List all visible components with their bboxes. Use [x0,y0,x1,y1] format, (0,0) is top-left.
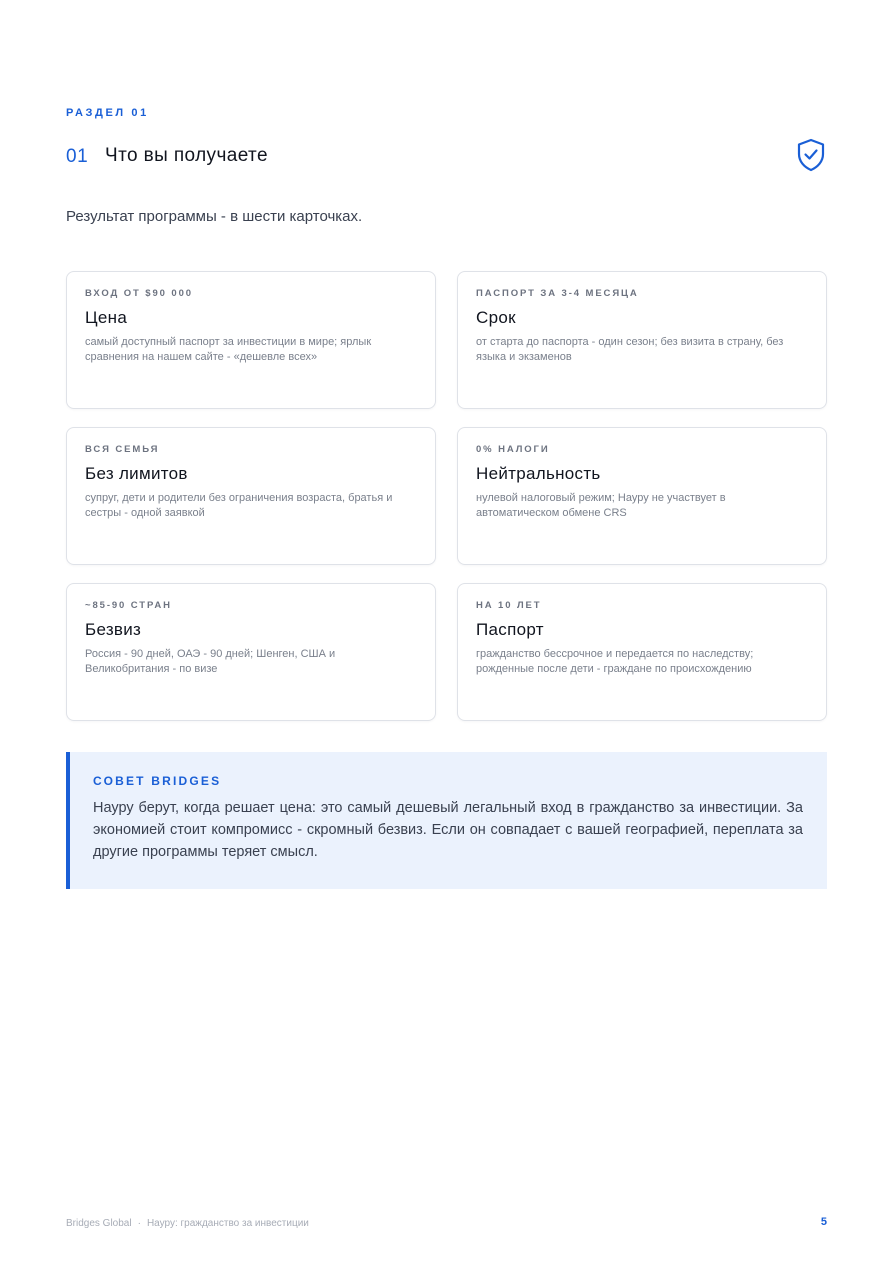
page-number: 5 [820,1216,827,1228]
section-title: Что вы получаете [105,145,268,166]
card-tag: ВХОД ОТ $90 000 [85,288,193,299]
card-tag: ~85-90 СТРАН [85,600,172,611]
card-title: Срок [476,308,516,327]
card-text: Россия - 90 дней, ОАЭ - 90 дней; Шенген, США и Великобритания - по визе [85,648,336,675]
benefit-card-price [66,271,436,409]
card-title: Безвиз [85,620,142,639]
card-text: самый доступный паспорт за инвестиции в мире; ярлык сравнения на нашем сайте - «дешевле всех» [85,336,372,363]
card-title: Цена [85,308,128,327]
card-title: Паспорт [476,620,544,639]
advice-text: Науру берут, когда решает цена: это самый дешевый легальный вход в гражданство за инвестиции. За экономией стоит компромисс - скромный безвиз. Если он совпадает с вашей географией, переплата за другие программы теряет смысл. [93,800,803,860]
benefit-card-passport [457,583,827,721]
section-eyebrow: РАЗДЕЛ 01 [66,107,149,119]
card-tag: ПАСПОРТ ЗА 3-4 МЕСЯЦА [476,288,639,299]
benefit-card-visa-free [66,583,436,721]
benefit-card-family [66,427,436,565]
footer-doc-title: Науру: гражданство за инвестиции [146,1218,309,1229]
section-lead: Результат программы - в шести карточках. [66,208,363,225]
card-title: Нейтральность [476,464,601,483]
footer-brand: Bridges Global [66,1218,132,1229]
section-number: 01 [66,146,89,167]
card-title: Без лимитов [85,464,188,483]
section-header [66,143,827,175]
advice-title: СОВЕТ BRIDGES [93,774,222,788]
advice-callout [66,752,827,889]
card-text: нулевой налоговый режим; Науру не участвует в автоматическом обмене CRS [476,492,726,519]
benefit-card-term [457,271,827,409]
card-text: супруг, дети и родители без ограничения возраста, братья и сестры - одной заявкой [85,492,393,519]
shield-check-icon [795,138,827,172]
footer-separator: · [137,1218,141,1229]
card-tag: 0% НАЛОГИ [476,444,550,455]
card-text: гражданство бессрочное и передается по наследству; рожденные после дети - граждане по происхождению [476,648,754,675]
benefit-cards-grid [66,271,827,721]
card-tag: НА 10 ЛЕТ [476,600,542,611]
benefit-card-taxes [457,427,827,565]
card-tag: ВСЯ СЕМЬЯ [85,444,160,455]
card-text: от старта до паспорта - один сезон; без визита в страну, без языка и экзаменов [476,336,784,363]
page-footer [66,1218,309,1229]
